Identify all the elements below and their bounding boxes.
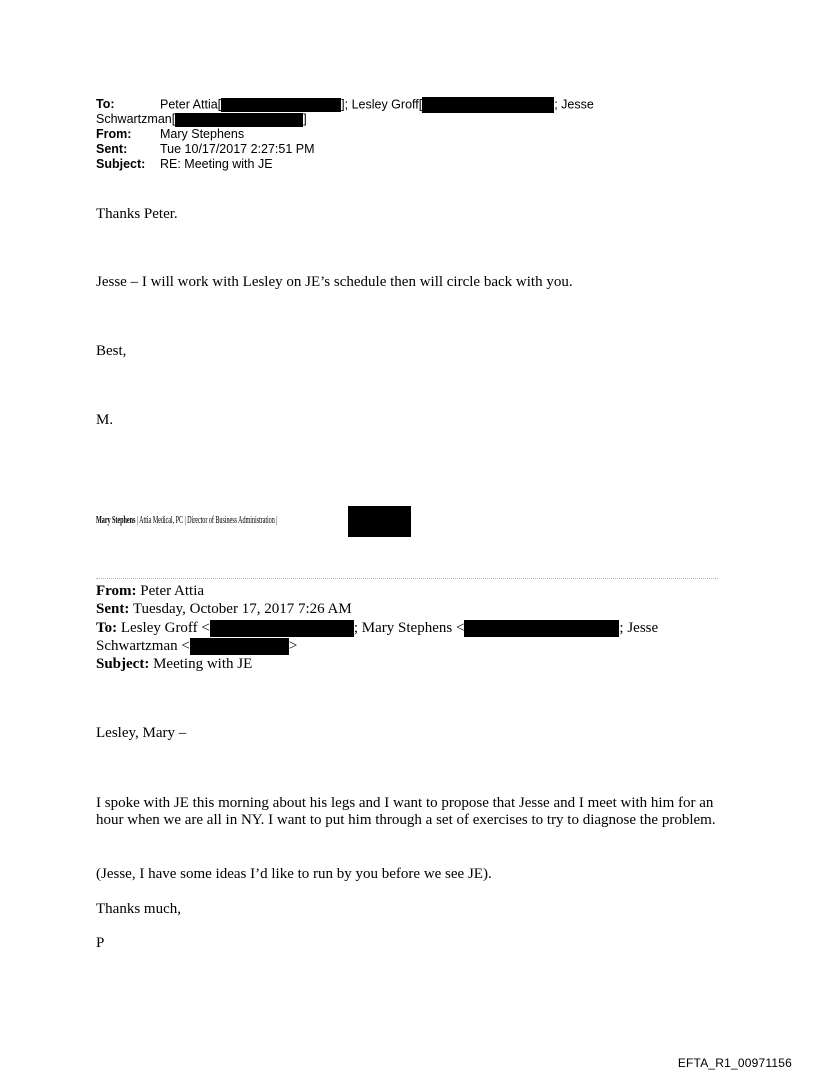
header-sent-line: [96, 142, 315, 156]
original-paragraph-2: (Jesse, I have some ideas I’d like to run by you before we see JE).: [96, 866, 492, 882]
redaction-block: [175, 113, 303, 127]
quoted-sent-label: Sent:: [96, 601, 130, 617]
header-to-line: [96, 97, 594, 113]
redaction-block: [210, 620, 354, 637]
from-label: From:: [96, 127, 132, 141]
signature-line: [96, 515, 277, 526]
subject-value: RE: Meeting with JE: [160, 157, 273, 171]
quoted-to-line-2b: >: [288, 638, 298, 654]
to-separator-1: ]; Lesley Groff[: [341, 97, 423, 112]
quoted-to-value-3: ; Jesse: [619, 620, 659, 636]
redaction-block: [190, 638, 289, 655]
divider: [96, 578, 718, 579]
quoted-to-line: [96, 619, 658, 637]
reply-line-1: Jesse – I will work with Lesley on JE’s schedule then will circle back with you.: [96, 274, 573, 290]
original-closing: Thanks much,: [96, 901, 181, 917]
quoted-subject-line: [96, 655, 252, 673]
to-recipient-3: Schwartzman[: [96, 112, 176, 126]
redaction-block: [464, 620, 619, 637]
quoted-subject-value: Meeting with JE: [149, 656, 253, 672]
to-label: To:: [96, 97, 115, 112]
signature-details: | Attia Medical, PC | Director of Business Administration |: [135, 515, 278, 526]
quoted-subject-label: Subject:: [96, 656, 150, 672]
redaction-block: [221, 98, 341, 112]
signature-name: Mary Stephens: [96, 515, 136, 526]
from-value: Mary Stephens: [160, 127, 245, 141]
reply-initial: M.: [96, 412, 114, 428]
quoted-to-label: To:: [96, 620, 118, 636]
original-initial: P: [96, 935, 105, 951]
quoted-to-line-2a: Schwartzman <: [96, 638, 190, 654]
quoted-sent-value: Tuesday, October 17, 2017 7:26 AM: [129, 601, 352, 617]
sent-value: Tue 10/17/2017 2:27:51 PM: [160, 142, 315, 156]
header-subject-line: [96, 157, 273, 171]
to-recipient-1: Peter Attia[: [160, 97, 222, 112]
subject-label: Subject:: [96, 157, 146, 171]
header-from-line: [96, 127, 244, 141]
original-greeting: Lesley, Mary –: [96, 725, 187, 741]
quoted-from-value: Peter Attia: [136, 583, 205, 599]
document-id: EFTA_R1_00971156: [677, 1056, 792, 1070]
redaction-block: [422, 97, 554, 113]
original-paragraph-1: I spoke with JE this morning about his legs and I want to propose that Jesse and I meet with him for an hour when we are all in NY. I want to put him through a set of exercises to try to diagnose the problem.: [96, 795, 716, 828]
quoted-from-label: From:: [96, 583, 137, 599]
redaction-block: [348, 506, 411, 537]
sent-label: Sent:: [96, 142, 128, 156]
to-separator-2: ; Jesse: [554, 97, 594, 112]
quoted-from-line: [96, 582, 204, 600]
quoted-to-line-2: [96, 637, 297, 655]
reply-closing: Best,: [96, 343, 127, 359]
quoted-to-value-2: ; Mary Stephens <: [353, 620, 465, 636]
quoted-to-value-1: Lesley Groff <: [117, 620, 210, 636]
quoted-sent-line: [96, 600, 352, 618]
header-to-line-2: Schwartzman[ ]: [96, 112, 307, 126]
reply-greeting: Thanks Peter.: [96, 206, 178, 222]
